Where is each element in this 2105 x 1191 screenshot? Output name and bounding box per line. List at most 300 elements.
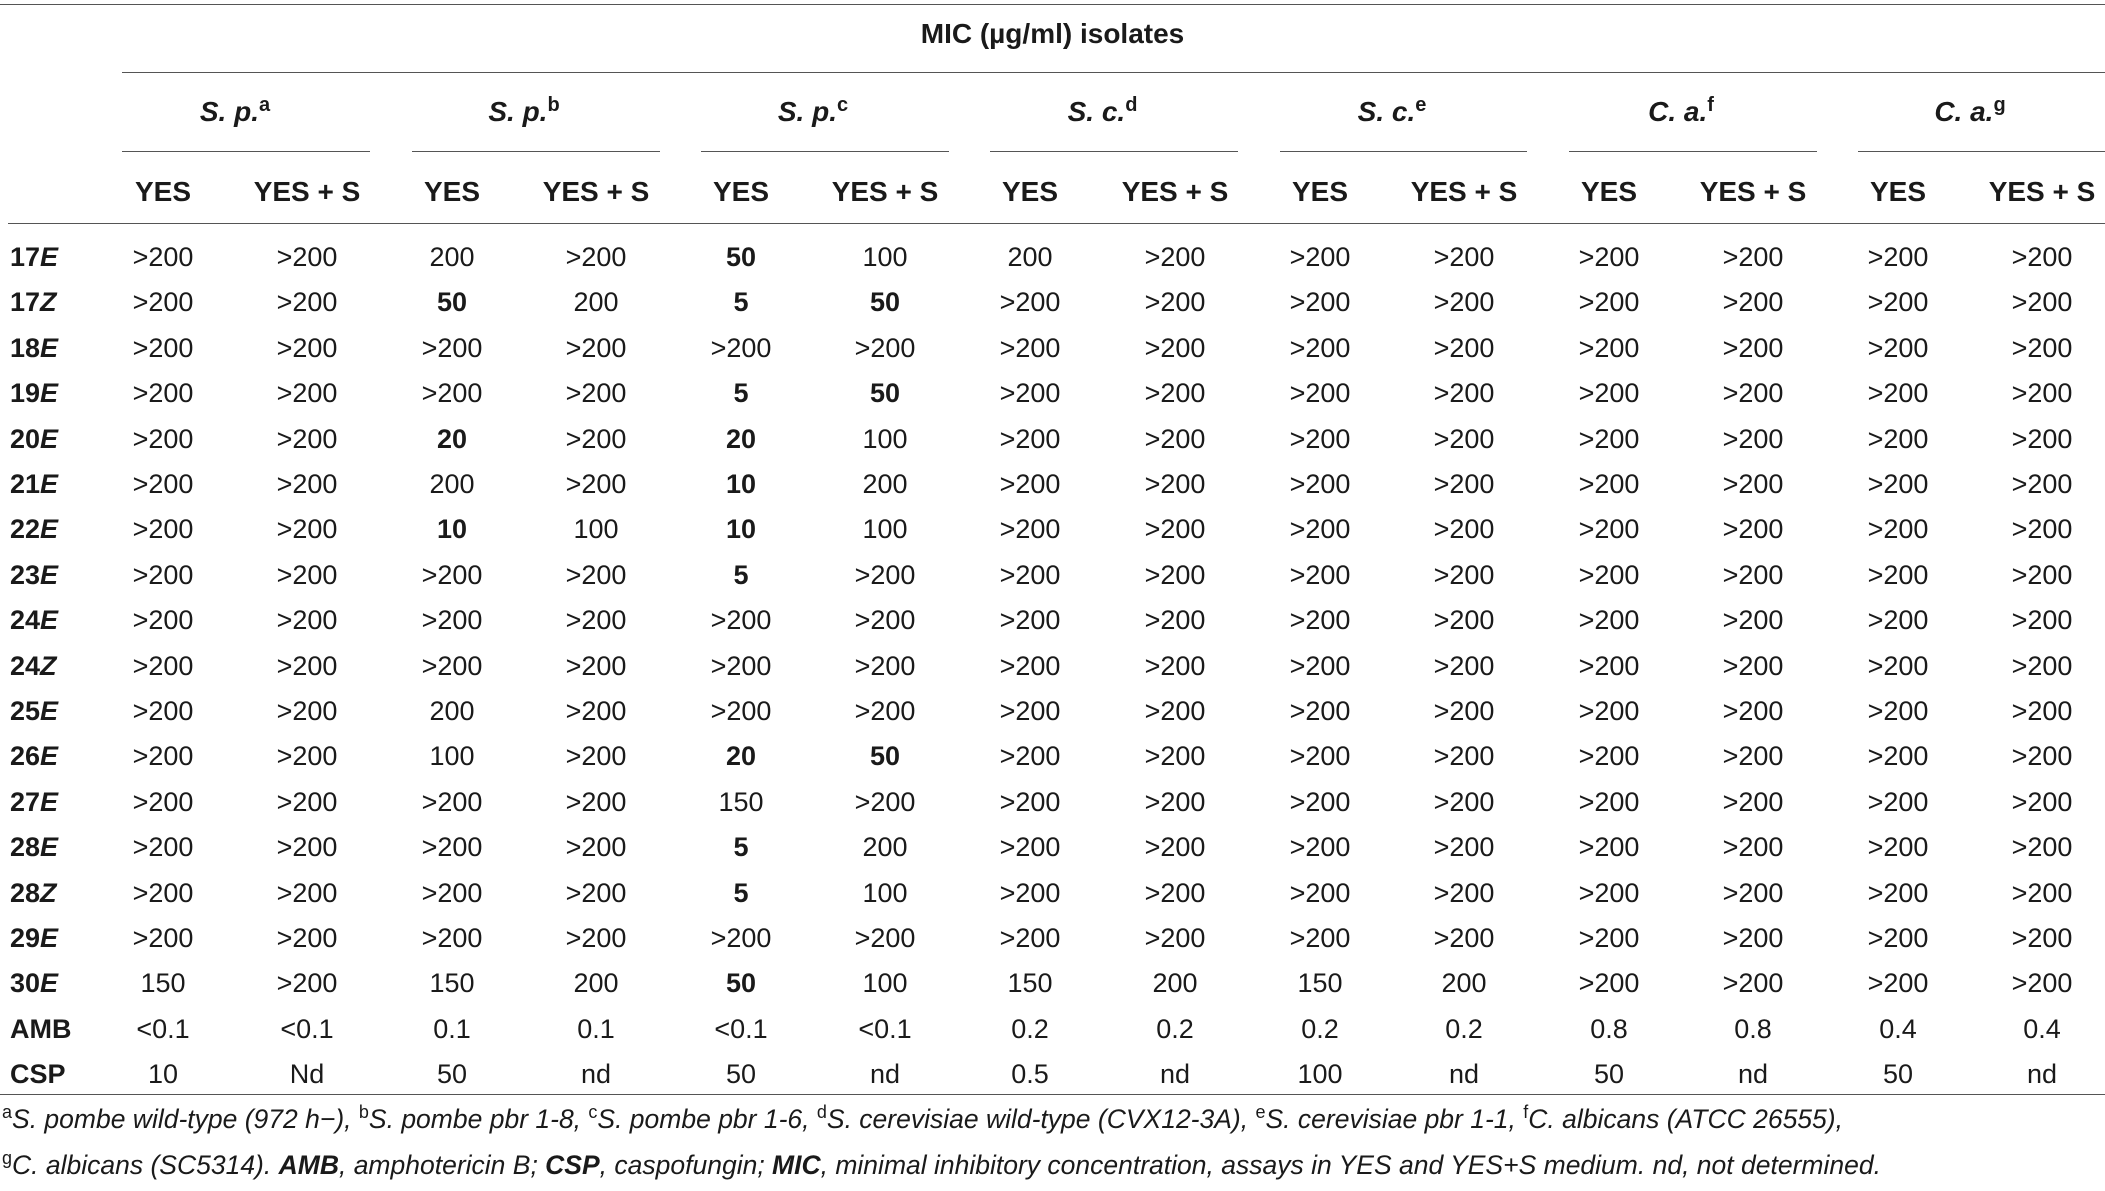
table-cell: >200 bbox=[132, 741, 194, 772]
table-cell: >200 bbox=[1722, 514, 1784, 545]
table-row bbox=[0, 961, 2105, 1006]
table-row bbox=[0, 507, 2105, 552]
table-cell: >200 bbox=[1289, 469, 1351, 499]
footnote-text: S. pombe wild-type (972 h−), bbox=[12, 1104, 359, 1134]
group-rule bbox=[412, 151, 660, 152]
table-cell: nd bbox=[1159, 1059, 1191, 1090]
table-cell: >200 bbox=[421, 923, 483, 953]
table-cell: >200 bbox=[1578, 423, 1640, 454]
table-cell: >200 bbox=[1578, 832, 1640, 863]
sub-header-yes-s: YES + S bbox=[1121, 176, 1229, 207]
footnote-text: S. cerevisiae wild-type (CVX12-3A), bbox=[826, 1104, 1256, 1134]
table-cell: >200 bbox=[276, 469, 338, 499]
group-header bbox=[1561, 92, 1801, 132]
table-row bbox=[0, 280, 2105, 325]
table-cell: >200 bbox=[1722, 242, 1784, 272]
isomer-suffix: E bbox=[40, 332, 59, 363]
table-cell: 20 bbox=[436, 423, 468, 454]
table-cell: >200 bbox=[710, 650, 772, 681]
group-label: C. a. bbox=[1934, 96, 1994, 127]
table-cell: 50 bbox=[725, 968, 757, 999]
table-cell: >200 bbox=[1433, 559, 1495, 590]
table-cell: 200 bbox=[1152, 968, 1198, 999]
compound-number: CSP bbox=[10, 1059, 66, 1090]
table-cell: 5 bbox=[733, 559, 749, 590]
footnote-text: C. albicans (ATCC 26555), bbox=[1528, 1104, 1843, 1134]
table-cell: 5 bbox=[733, 287, 749, 318]
table-cell: >200 bbox=[999, 786, 1061, 817]
table-cell: nd bbox=[869, 1059, 901, 1090]
table-cell: >200 bbox=[1578, 514, 1640, 545]
compound-number: 28 bbox=[10, 877, 41, 908]
sub-header-yes-s: YES + S bbox=[1410, 176, 1518, 207]
table-cell: 0.8 bbox=[1590, 1013, 1628, 1044]
table-cell: >200 bbox=[132, 332, 194, 363]
group-rule bbox=[990, 151, 1238, 152]
group-footnote-marker: c bbox=[837, 94, 849, 116]
table-cell: >200 bbox=[132, 559, 194, 590]
table-cell: >200 bbox=[132, 242, 194, 272]
table-cell: >200 bbox=[1867, 514, 1929, 545]
table-cell: >200 bbox=[276, 877, 338, 908]
table-cell: >200 bbox=[2011, 696, 2073, 726]
table-cell: >200 bbox=[1722, 741, 1784, 772]
table-cell: >200 bbox=[565, 332, 627, 363]
table-cell: >200 bbox=[999, 332, 1061, 363]
isomer-suffix: Z bbox=[40, 650, 57, 681]
table-cell: >200 bbox=[421, 786, 483, 817]
table-row bbox=[0, 689, 2105, 734]
isomer-suffix: E bbox=[40, 923, 59, 953]
row-label bbox=[10, 780, 58, 825]
table-cell: 50 bbox=[725, 1059, 757, 1090]
table-cell: >200 bbox=[1867, 242, 1929, 272]
footnote-line-2 bbox=[2, 1146, 2105, 1184]
table-cell: >200 bbox=[1578, 242, 1640, 272]
group-label: S. c. bbox=[1067, 96, 1126, 127]
table-cell: 100 bbox=[429, 741, 475, 772]
row-label bbox=[10, 462, 58, 507]
table-cell: 200 bbox=[1441, 968, 1487, 999]
table-cell: 200 bbox=[429, 696, 475, 726]
compound-number: 19 bbox=[10, 378, 41, 409]
table-cell: >200 bbox=[1722, 923, 1784, 953]
table-cell: >200 bbox=[1867, 696, 1929, 726]
compound-number: 24 bbox=[10, 650, 41, 681]
table-cell: >200 bbox=[1722, 378, 1784, 409]
group-rule bbox=[1280, 151, 1527, 152]
table-cell: >200 bbox=[1867, 423, 1929, 454]
table-cell: >200 bbox=[1578, 287, 1640, 318]
table-cell: >200 bbox=[1433, 378, 1495, 409]
row-label bbox=[10, 689, 58, 734]
table-cell: >200 bbox=[1144, 559, 1206, 590]
group-footnote-marker: a bbox=[259, 94, 271, 116]
table-cell: 0.4 bbox=[1879, 1013, 1917, 1044]
footnote-text: , amphotericin B; bbox=[338, 1150, 546, 1180]
table-cell: >200 bbox=[1433, 650, 1495, 681]
row-label bbox=[10, 326, 58, 371]
table-cell: >200 bbox=[565, 378, 627, 409]
table-cell: 100 bbox=[1297, 1059, 1343, 1090]
table-cell: 100 bbox=[862, 514, 908, 545]
table-cell: >200 bbox=[2011, 832, 2073, 863]
compound-number: 20 bbox=[10, 423, 41, 454]
table-cell: 150 bbox=[1007, 968, 1053, 999]
sub-header-yes: YES bbox=[423, 176, 481, 207]
table-cell: >200 bbox=[1433, 514, 1495, 545]
footnote-marker: d bbox=[816, 1102, 827, 1122]
table-cell: >200 bbox=[1144, 423, 1206, 454]
table-cell: 100 bbox=[573, 514, 619, 545]
table-cell: >200 bbox=[1867, 923, 1929, 953]
table-row bbox=[0, 326, 2105, 371]
table-cell: >200 bbox=[1578, 877, 1640, 908]
table-cell: >200 bbox=[854, 923, 916, 953]
group-footnote-marker: e bbox=[1415, 94, 1427, 116]
table-cell: 150 bbox=[429, 968, 475, 999]
table-cell: >200 bbox=[1433, 877, 1495, 908]
compound-number: 26 bbox=[10, 741, 41, 772]
table-cell: nd bbox=[1448, 1059, 1480, 1090]
table-cell: 150 bbox=[140, 968, 186, 999]
table-cell: >200 bbox=[999, 378, 1061, 409]
table-cell: nd bbox=[1737, 1059, 1769, 1090]
group-footnote-marker: g bbox=[1993, 94, 2006, 116]
table-cell: 5 bbox=[733, 378, 749, 409]
table-cell: >200 bbox=[132, 378, 194, 409]
isomer-suffix: E bbox=[40, 968, 59, 999]
table-cell: >200 bbox=[565, 923, 627, 953]
table-cell: >200 bbox=[1867, 605, 1929, 636]
table-cell: >200 bbox=[1289, 786, 1351, 817]
compound-number: 17 bbox=[10, 242, 41, 272]
table-cell: >200 bbox=[2011, 650, 2073, 681]
table-cell: >200 bbox=[999, 650, 1061, 681]
table-cell: >200 bbox=[565, 786, 627, 817]
table-cell: >200 bbox=[2011, 287, 2073, 318]
table-cell: 200 bbox=[429, 242, 475, 272]
table-cell: 100 bbox=[862, 242, 908, 272]
table-cell: >200 bbox=[2011, 469, 2073, 499]
table-cell: 100 bbox=[862, 968, 908, 999]
table-cell: >200 bbox=[999, 287, 1061, 318]
table-cell: >200 bbox=[1867, 332, 1929, 363]
table-cell: >200 bbox=[854, 786, 916, 817]
table-cell: >200 bbox=[1722, 605, 1784, 636]
footnote-marker: b bbox=[358, 1102, 369, 1122]
sub-header-yes: YES bbox=[1869, 176, 1927, 207]
group-label: S. c. bbox=[1357, 96, 1416, 127]
table-cell: >200 bbox=[1867, 968, 1929, 999]
footnote-text: S. cerevisiae pbr 1-1, bbox=[1265, 1104, 1524, 1134]
table-cell: >200 bbox=[565, 832, 627, 863]
table-cell: >200 bbox=[565, 877, 627, 908]
table-cell: >200 bbox=[1722, 696, 1784, 726]
table-cell: >200 bbox=[854, 332, 916, 363]
table-cell: >200 bbox=[999, 877, 1061, 908]
sub-header-yes-s: YES + S bbox=[1699, 176, 1807, 207]
footnote-marker: e bbox=[1255, 1102, 1266, 1122]
sub-header-yes: YES bbox=[1001, 176, 1059, 207]
table-cell: >200 bbox=[854, 650, 916, 681]
table-cell: 50 bbox=[869, 378, 901, 409]
table-cell: >200 bbox=[1289, 832, 1351, 863]
table-header-title: MIC (µg/ml) isolates bbox=[920, 18, 1185, 49]
table-cell: 10 bbox=[436, 514, 468, 545]
group-rule bbox=[701, 151, 949, 152]
table-cell: 50 bbox=[436, 1059, 468, 1090]
isomer-suffix: E bbox=[40, 741, 59, 772]
table-cell: <0.1 bbox=[714, 1013, 768, 1044]
row-label bbox=[10, 825, 58, 870]
table-cell: >200 bbox=[999, 559, 1061, 590]
group-header bbox=[1850, 92, 2090, 132]
isomer-suffix: E bbox=[40, 378, 59, 409]
group-header bbox=[404, 92, 644, 132]
table-bottom-rule bbox=[0, 1094, 2105, 1095]
compound-number: 17 bbox=[10, 287, 41, 318]
compound-number: 24 bbox=[10, 605, 41, 636]
table-cell: >200 bbox=[421, 832, 483, 863]
table-cell: >200 bbox=[132, 877, 194, 908]
table-cell: >200 bbox=[999, 423, 1061, 454]
row-label bbox=[10, 1052, 66, 1097]
subheader-rule bbox=[8, 223, 2105, 224]
group-header bbox=[1272, 92, 1512, 132]
table-row bbox=[0, 235, 2105, 280]
table-cell: >200 bbox=[1722, 287, 1784, 318]
footnote-marker: c bbox=[588, 1102, 598, 1122]
table-cell: >200 bbox=[2011, 423, 2073, 454]
isomer-suffix: Z bbox=[40, 287, 57, 318]
table-cell: >200 bbox=[276, 968, 338, 999]
table-cell: >200 bbox=[1433, 741, 1495, 772]
table-cell: 20 bbox=[725, 741, 757, 772]
table-cell: >200 bbox=[1722, 650, 1784, 681]
compound-number: 30 bbox=[10, 968, 41, 999]
table-row bbox=[0, 734, 2105, 779]
table-cell: 0.2 bbox=[1011, 1013, 1049, 1044]
sub-header-yes-s: YES + S bbox=[542, 176, 650, 207]
table-cell: 20 bbox=[725, 423, 757, 454]
table-cell: >200 bbox=[999, 923, 1061, 953]
footnote-marker: a bbox=[2, 1102, 13, 1122]
table-cell: >200 bbox=[1867, 559, 1929, 590]
table-cell: >200 bbox=[1722, 877, 1784, 908]
table-cell: >200 bbox=[1867, 832, 1929, 863]
isomer-suffix: E bbox=[40, 514, 59, 545]
compound-number: AMB bbox=[10, 1013, 72, 1044]
isomer-suffix: E bbox=[40, 786, 59, 817]
table-cell: >200 bbox=[565, 423, 627, 454]
table-cell: >200 bbox=[421, 332, 483, 363]
table-row bbox=[0, 825, 2105, 870]
table-cell: >200 bbox=[276, 605, 338, 636]
table-row bbox=[0, 780, 2105, 825]
table-cell: >200 bbox=[2011, 559, 2073, 590]
table-cell: >200 bbox=[1867, 287, 1929, 318]
group-label: S. p. bbox=[199, 96, 259, 127]
isomer-suffix: E bbox=[40, 242, 59, 272]
table-cell: 10 bbox=[725, 469, 757, 499]
row-label bbox=[10, 871, 57, 916]
table-cell: >200 bbox=[132, 514, 194, 545]
table-cell: >200 bbox=[276, 559, 338, 590]
table-cell: >200 bbox=[1433, 832, 1495, 863]
table-cell: 0.2 bbox=[1445, 1013, 1483, 1044]
footnote-line-1 bbox=[2, 1100, 2105, 1138]
sub-header-yes: YES bbox=[712, 176, 770, 207]
isomer-suffix: E bbox=[40, 696, 59, 726]
header-rule bbox=[122, 72, 2105, 73]
table-cell: >200 bbox=[999, 605, 1061, 636]
compound-number: 27 bbox=[10, 786, 41, 817]
table-cell: >200 bbox=[1144, 287, 1206, 318]
table-cell: >200 bbox=[565, 696, 627, 726]
table-cell: >200 bbox=[1578, 378, 1640, 409]
table-cell: 0.2 bbox=[1301, 1013, 1339, 1044]
table-cell: >200 bbox=[710, 696, 772, 726]
table-cell: >200 bbox=[1144, 514, 1206, 545]
group-header bbox=[693, 92, 933, 132]
table-cell: 50 bbox=[436, 287, 468, 318]
table-cell: >200 bbox=[1722, 469, 1784, 499]
table-cell: 0.2 bbox=[1156, 1013, 1194, 1044]
table-cell: 0.1 bbox=[577, 1013, 615, 1044]
table-cell: >200 bbox=[1433, 287, 1495, 318]
group-rule bbox=[122, 151, 370, 152]
table-cell: >200 bbox=[276, 832, 338, 863]
table-row bbox=[0, 417, 2105, 462]
table-cell: >200 bbox=[1722, 786, 1784, 817]
table-cell: >200 bbox=[2011, 877, 2073, 908]
table-cell: >200 bbox=[854, 605, 916, 636]
table-cell: >200 bbox=[1722, 968, 1784, 999]
table-cell: 0.1 bbox=[433, 1013, 471, 1044]
abbreviation: CSP bbox=[545, 1150, 600, 1180]
table-cell: nd bbox=[2026, 1059, 2058, 1090]
table-cell: >200 bbox=[276, 650, 338, 681]
table-cell: >200 bbox=[1144, 696, 1206, 726]
table-cell: >200 bbox=[565, 741, 627, 772]
isomer-suffix: E bbox=[40, 832, 59, 863]
isomer-suffix: E bbox=[40, 605, 59, 636]
row-label bbox=[10, 235, 58, 280]
table-cell: >200 bbox=[276, 741, 338, 772]
table-cell: >200 bbox=[1867, 786, 1929, 817]
row-label bbox=[10, 598, 58, 643]
table-cell: 50 bbox=[869, 741, 901, 772]
table-cell: 50 bbox=[1882, 1059, 1914, 1090]
table-row bbox=[0, 371, 2105, 416]
table-cell: >200 bbox=[1578, 741, 1640, 772]
table-cell: >200 bbox=[1578, 559, 1640, 590]
table-cell: >200 bbox=[276, 423, 338, 454]
table-cell: 100 bbox=[862, 877, 908, 908]
table-cell: >200 bbox=[1144, 923, 1206, 953]
table-cell: 5 bbox=[733, 832, 749, 863]
table-cell: 50 bbox=[725, 242, 757, 272]
table-cell: >200 bbox=[1867, 650, 1929, 681]
table-cell: 50 bbox=[1593, 1059, 1625, 1090]
table-cell: >200 bbox=[1289, 696, 1351, 726]
table-cell: >200 bbox=[1144, 469, 1206, 499]
isomer-suffix: E bbox=[40, 469, 59, 499]
table-cell: >200 bbox=[854, 696, 916, 726]
compound-number: 29 bbox=[10, 923, 41, 953]
table-cell: >200 bbox=[276, 242, 338, 272]
table-cell: >200 bbox=[1144, 877, 1206, 908]
table-cell: >200 bbox=[854, 559, 916, 590]
table-cell: >200 bbox=[1433, 242, 1495, 272]
group-footnote-marker: d bbox=[1125, 94, 1138, 116]
compound-number: 25 bbox=[10, 696, 41, 726]
table-cell: 0.8 bbox=[1734, 1013, 1772, 1044]
table-cell: >200 bbox=[132, 832, 194, 863]
sub-header-yes-s: YES + S bbox=[253, 176, 361, 207]
table-cell: 10 bbox=[725, 514, 757, 545]
table-cell: >200 bbox=[276, 378, 338, 409]
table-cell: >200 bbox=[2011, 514, 2073, 545]
table-cell: >200 bbox=[1433, 696, 1495, 726]
table-cell: >200 bbox=[276, 332, 338, 363]
table-cell: >200 bbox=[421, 378, 483, 409]
table-cell: >200 bbox=[1144, 786, 1206, 817]
table-cell: >200 bbox=[565, 559, 627, 590]
table-cell: 200 bbox=[862, 469, 908, 499]
row-label bbox=[10, 280, 57, 325]
table-cell: >200 bbox=[1722, 559, 1784, 590]
table-cell: >200 bbox=[276, 514, 338, 545]
table-row bbox=[0, 1007, 2105, 1052]
table-cell: 200 bbox=[573, 287, 619, 318]
table-cell: 150 bbox=[718, 786, 764, 817]
table-cell: >200 bbox=[1289, 287, 1351, 318]
row-label bbox=[10, 644, 57, 689]
group-label: S. p. bbox=[488, 96, 548, 127]
group-footnote-marker: b bbox=[547, 94, 560, 116]
table-cell: >200 bbox=[999, 469, 1061, 499]
table-cell: >200 bbox=[1867, 378, 1929, 409]
table-cell: nd bbox=[580, 1059, 612, 1090]
table-top-rule bbox=[0, 4, 2105, 5]
table-cell: >200 bbox=[1433, 332, 1495, 363]
table-cell: >200 bbox=[1722, 423, 1784, 454]
table-row bbox=[0, 1052, 2105, 1097]
table-cell: >200 bbox=[1433, 469, 1495, 499]
table-cell: >200 bbox=[2011, 786, 2073, 817]
table-cell: >200 bbox=[1144, 741, 1206, 772]
row-label bbox=[10, 417, 58, 462]
table-row bbox=[0, 871, 2105, 916]
table-cell: >200 bbox=[2011, 741, 2073, 772]
row-label bbox=[10, 961, 58, 1006]
table-cell: >200 bbox=[710, 923, 772, 953]
isomer-suffix: E bbox=[40, 423, 59, 454]
row-label bbox=[10, 507, 58, 552]
table-cell: >200 bbox=[1722, 832, 1784, 863]
table-cell: >200 bbox=[132, 469, 194, 499]
table-cell: >200 bbox=[276, 287, 338, 318]
table-cell: >200 bbox=[132, 605, 194, 636]
table-cell: 200 bbox=[862, 832, 908, 863]
compound-number: 18 bbox=[10, 332, 41, 363]
table-cell: 100 bbox=[862, 423, 908, 454]
table-cell: >200 bbox=[1578, 968, 1640, 999]
table-cell: >200 bbox=[1578, 332, 1640, 363]
compound-number: 21 bbox=[10, 469, 41, 499]
